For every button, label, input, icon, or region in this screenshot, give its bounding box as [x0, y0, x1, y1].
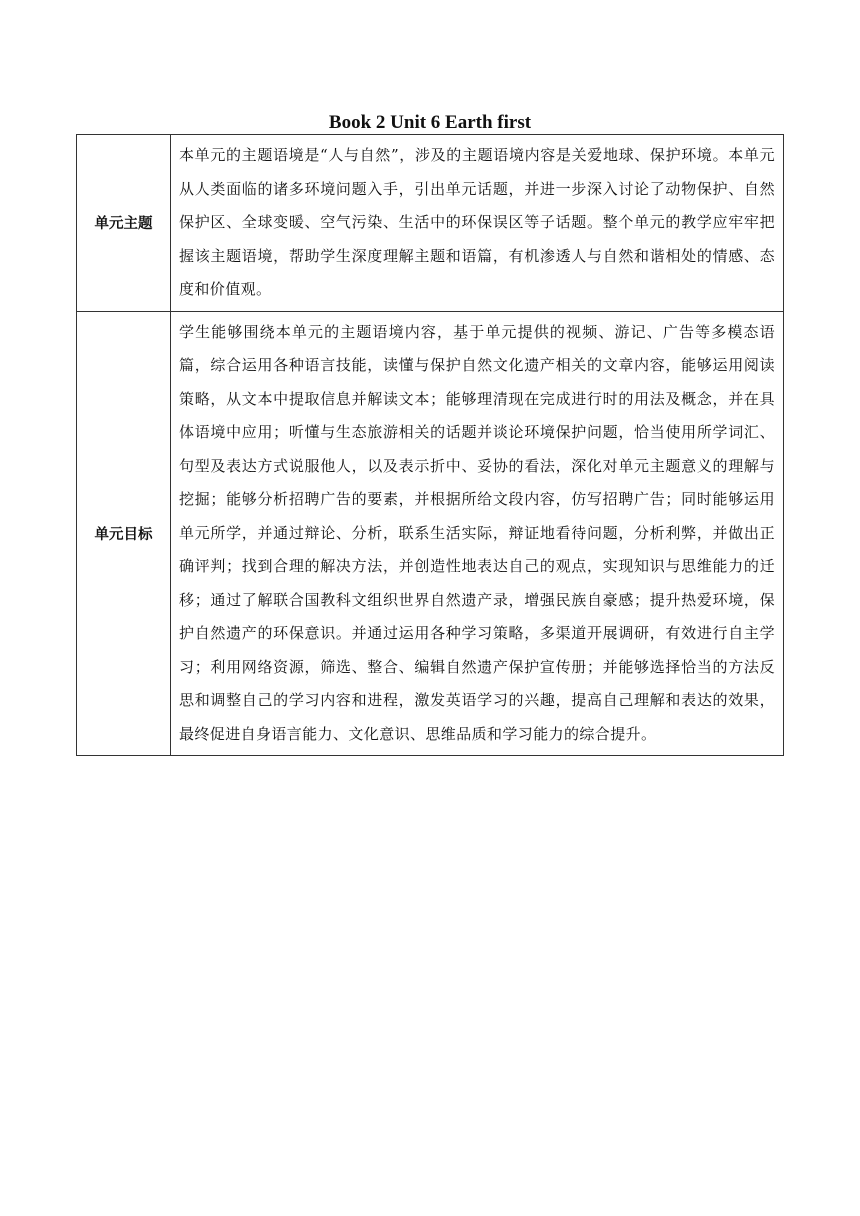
unit-theme-label: 单元主题 — [77, 135, 171, 312]
document-title: Book 2 Unit 6 Earth first — [328, 112, 532, 133]
table-row-unit-theme — [77, 135, 784, 312]
unit-goals-label: 单元目标 — [77, 311, 171, 756]
unit-goals-content: 学生能够围绕本单元的主题语境内容，基于单元提供的视频、游记、广告等多模态语篇，综合运用各种语言技能，读懂与保护自然文化遗产相关的文章内容，能够运用阅读策略，从文本中提取信息并解读文本；能够理清现在完成进行时的用法及概念，并在具体语境中应用；听懂与生态旅游相关的话题并谈论环境保护问题，恰当使用所学词汇、句型及表达方式说服他人，以及表示折中、妥协的看法，深化对单元主题意义的理解与挖掘；能够分析招聘广告的要素，并根据所给文段内容，仿写招聘广告；同时能够运用单元所学，并通过辩论、分析，联系生活实际，辩证地看待问题，分析利弊，并做出正确评判；找到合理的解决方法，并创造性地表达自己的观点，实现知识与思维能力的迁移；通过了解联合国教科文组织世界自然遗产录，增强民族自豪感；提升热爱环境，保护自然遗产的环保意识。并通过运用各种学习策略，多渠道开展调研，有效进行自主学习；利用网络资源，筛选、整合、编辑自然遗产保护宣传册；并能够选择恰当的方法反思和调整自己的学习内容和进程，激发英语学习的兴趣，提高自己理解和表达的效果，最终促进自身语言能力、文化意识、思维品质和学习能力的综合提升。 — [171, 311, 784, 756]
table-row-unit-goals — [77, 311, 784, 756]
unit-plan-table — [76, 134, 784, 756]
unit-theme-content: 本单元的主题语境是“人与自然”，涉及的主题语境内容是关爱地球、保护环境。本单元从人类面临的诸多环境问题入手，引出单元话题，并进一步深入讨论了动物保护、自然保护区、全球变暖、空气污染、生活中的环保误区等子话题。整个单元的教学应牢牢把握该主题语境，帮助学生深度理解主题和语篇，有机渗透人与自然和谐相处的情感、态度和价值观。 — [171, 135, 784, 312]
